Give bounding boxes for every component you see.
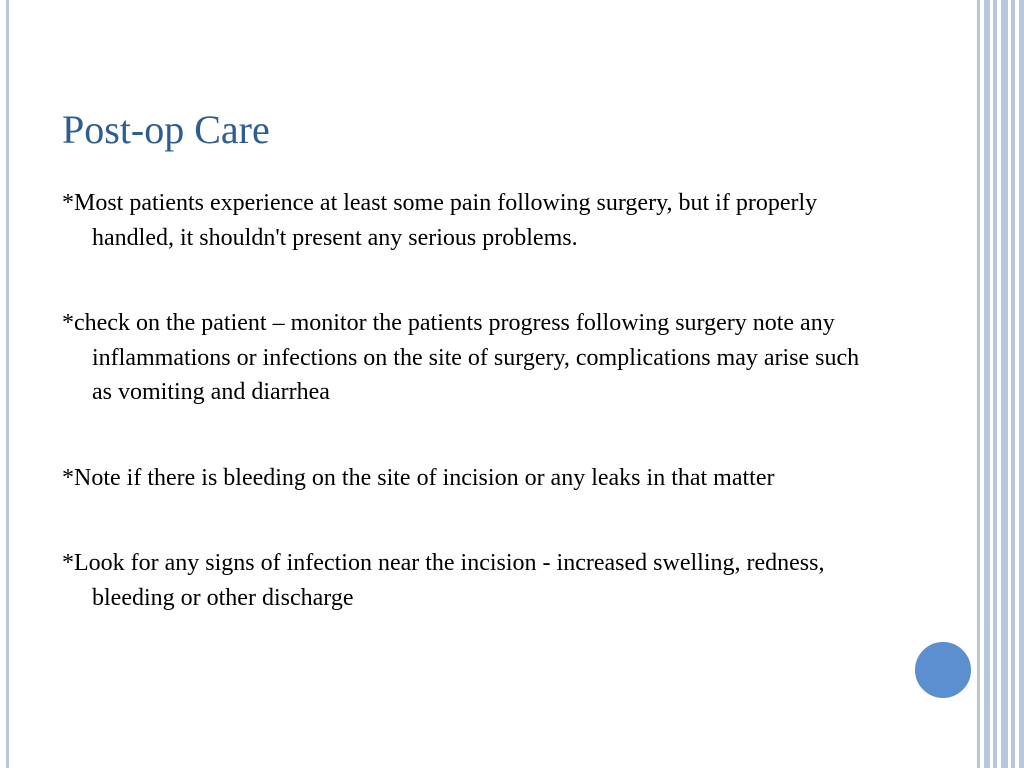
slide-title: Post-op Care	[62, 107, 270, 152]
bullet-item: *Note if there is bleeding on the site of incision or any leaks in that matter	[62, 464, 775, 491]
decorative-stripe	[984, 0, 990, 768]
decorative-stripe	[993, 0, 997, 768]
bullet-item: *Most patients experience at least some pain following surgery, but if properly handled, it shouldn't present any serious problems.	[62, 190, 818, 251]
bullet-item: *check on the patient – monitor the patients progress following surgery note any inflammations or infections on the site of surgery, complications may arise such as vomiting and diarrhea	[62, 310, 860, 405]
decorative-stripe	[1011, 0, 1015, 768]
decorative-stripe	[977, 0, 980, 768]
left-border-line	[6, 0, 9, 768]
bullet-item: *Look for any signs of infection near the incision - increased swelling, redness, bleeding or other discharge	[62, 550, 825, 611]
decorative-stripe	[1019, 0, 1024, 768]
decorative-stripe	[1001, 0, 1008, 768]
decorative-circle	[913, 640, 973, 700]
slide-content	[62, 186, 862, 666]
